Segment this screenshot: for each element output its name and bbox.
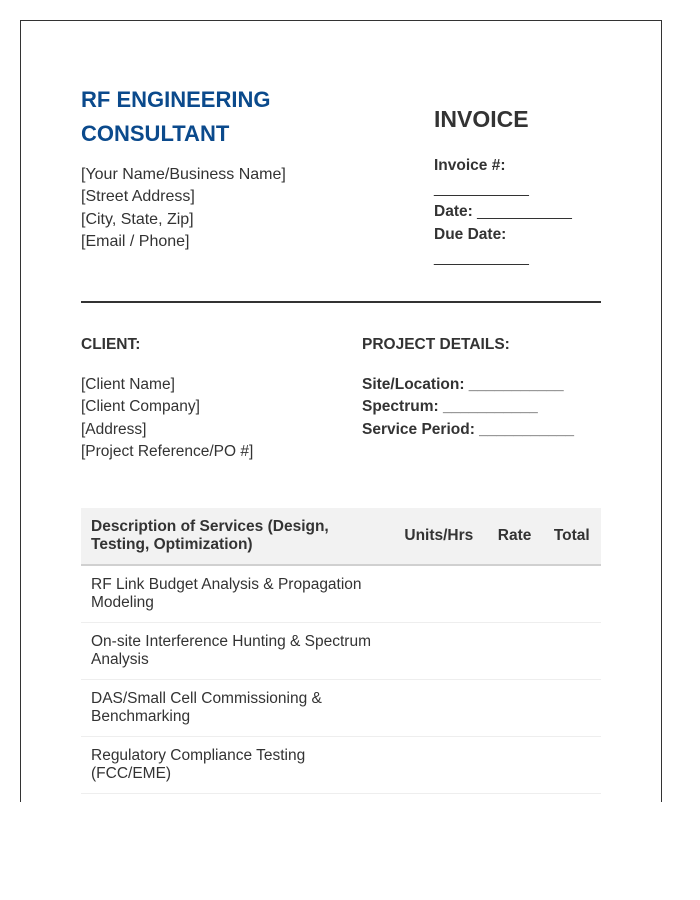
invoice-number-label: Invoice #: [434, 157, 506, 174]
table-row [81, 679, 601, 736]
spectrum-label: Spectrum: [362, 398, 439, 416]
site-location-row [362, 374, 612, 396]
spectrum-row [362, 396, 612, 418]
service-description: Regulatory Compliance Testing (FCC/EME) [81, 736, 391, 793]
sender-address [81, 164, 381, 253]
sender-street: [Street Address] [81, 188, 195, 206]
client-name: [Client Name] [81, 376, 175, 393]
table-row [81, 622, 601, 679]
due-date-label: Due Date: [434, 226, 507, 243]
header-divider [81, 301, 601, 303]
service-total[interactable] [543, 736, 601, 793]
company-name [81, 83, 381, 151]
invoice-number-field[interactable]: ___________ [434, 180, 529, 197]
date-label: Date: [434, 203, 473, 220]
column-header-description: Description of Services (Design, Testing, Optimization) [81, 508, 391, 565]
table-header-row [81, 508, 601, 565]
client-heading: CLIENT: [81, 336, 141, 353]
service-units[interactable] [391, 679, 487, 736]
project-details-section [362, 335, 612, 441]
sender-city: [City, State, Zip] [81, 210, 194, 228]
service-period-row [362, 419, 612, 441]
date-row [434, 200, 614, 223]
column-header-total: Total [543, 508, 601, 565]
site-location-field[interactable]: ___________ [468, 376, 564, 393]
client-project-reference: [Project Reference/PO #] [81, 442, 254, 460]
service-rate[interactable] [487, 565, 543, 622]
service-rate[interactable] [487, 622, 543, 679]
service-description: RF Link Budget Analysis & Propagation Modeling [81, 565, 391, 622]
service-rate[interactable] [487, 679, 543, 736]
company-name-line2: CONSULTANT [81, 121, 230, 146]
service-period-label: Service Period: [362, 420, 475, 438]
client-company: [Client Company] [81, 398, 200, 416]
column-header-rate: Rate [487, 508, 543, 565]
date-field[interactable]: ___________ [477, 203, 572, 220]
due-date-field[interactable]: ___________ [434, 249, 529, 266]
service-total[interactable] [543, 679, 601, 736]
client-section [81, 335, 341, 463]
project-details-heading: PROJECT DETAILS: [362, 336, 510, 353]
service-period-field[interactable]: ___________ [479, 420, 574, 438]
invoice-page [20, 20, 662, 802]
sender-name: [Your Name/Business Name] [81, 166, 286, 183]
service-units[interactable] [391, 622, 487, 679]
service-units[interactable] [391, 736, 487, 793]
services-table [81, 508, 601, 794]
service-description: On-site Interference Hunting & Spectrum Analysis [81, 622, 391, 679]
service-total[interactable] [543, 565, 601, 622]
company-name-line1: RF ENGINEERING [81, 87, 271, 112]
spectrum-field[interactable]: ___________ [442, 398, 538, 416]
service-total[interactable] [543, 622, 601, 679]
column-header-units: Units/Hrs [391, 508, 487, 565]
table-row [81, 565, 601, 622]
table-row [81, 736, 601, 793]
service-rate[interactable] [487, 736, 543, 793]
invoice-meta [434, 104, 614, 269]
client-address: [Address] [81, 420, 147, 438]
invoice-title: INVOICE [434, 106, 529, 132]
site-location-label: Site/Location: [362, 376, 465, 393]
service-units[interactable] [391, 565, 487, 622]
sender-contact: [Email / Phone] [81, 232, 190, 250]
service-description: DAS/Small Cell Commissioning & Benchmarking [81, 679, 391, 736]
